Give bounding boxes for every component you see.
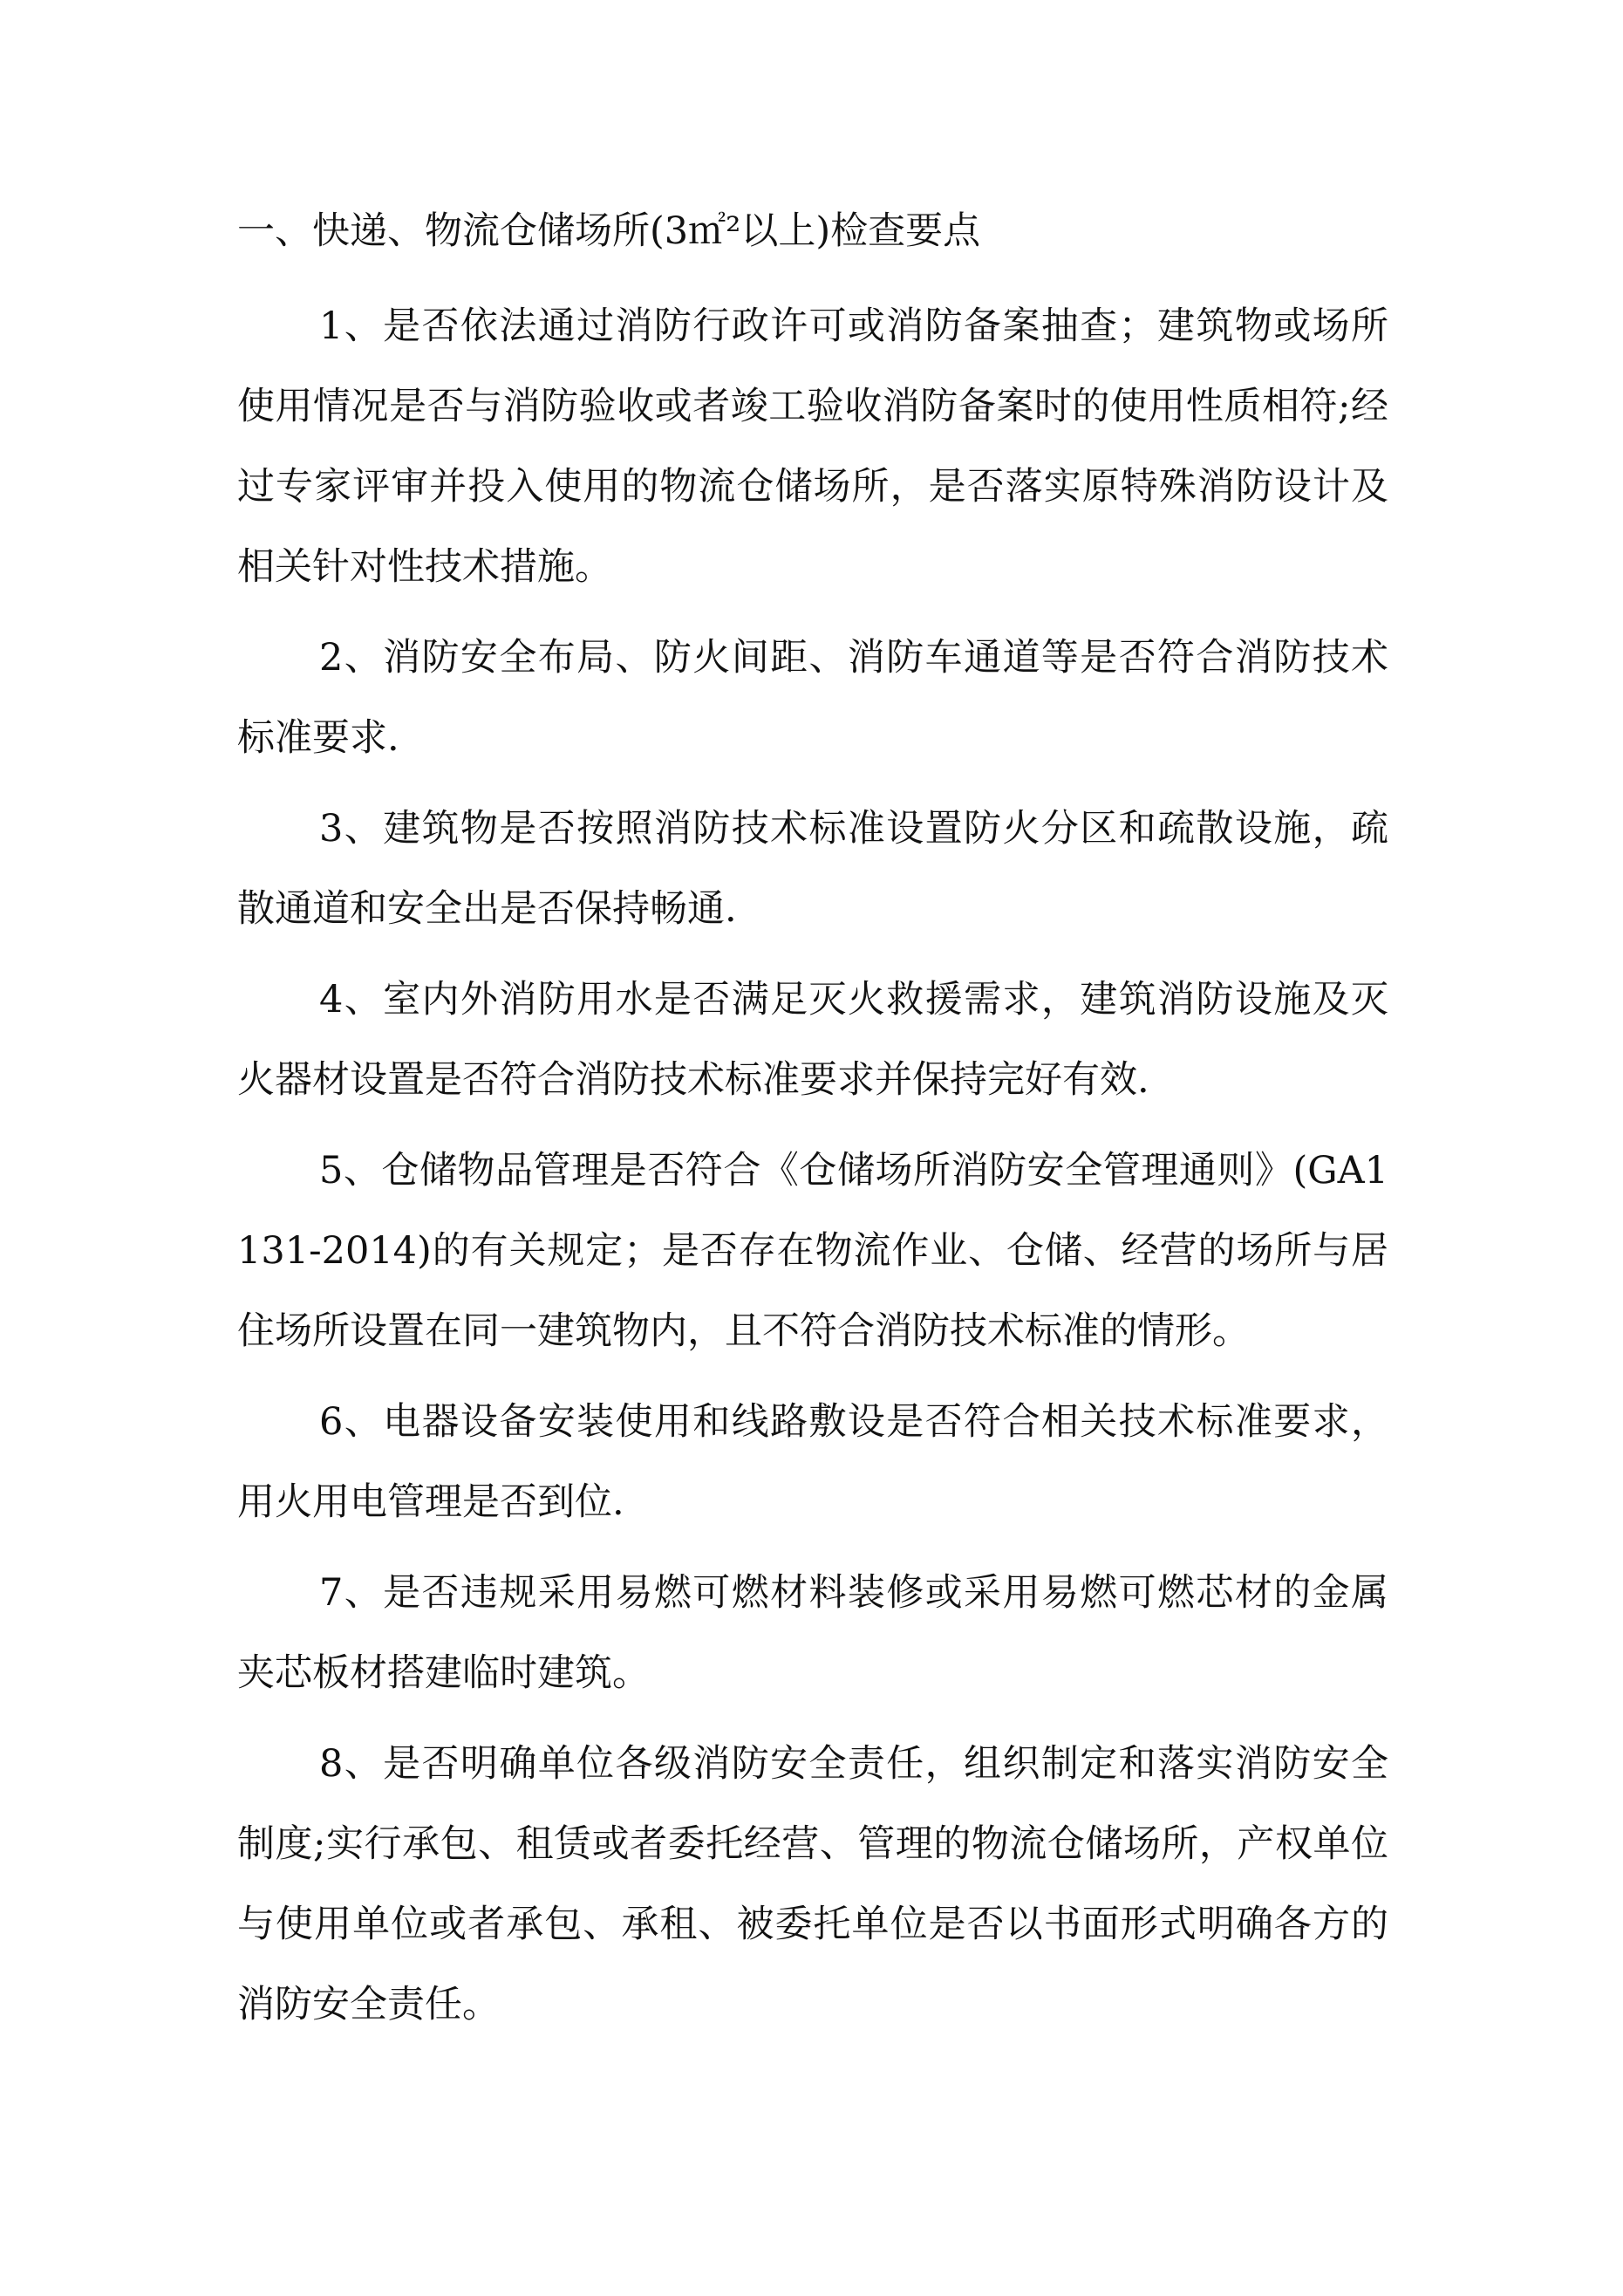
- paragraph-2: 2、消防安全布局、防火间距、消防车通道等是否符合消防技术标准要求.: [237, 636, 1388, 760]
- paragraph-1: 1、是否依法通过消防行政许可或消防备案抽查；建筑物或场所使用情况是否与消防验收或者竣工验收消防备案时的使用性质相符;经过专家评审并投入使用的物流仓储场所，是否落实原特殊消防设计及相关针对性技术措施。: [237, 304, 1388, 589]
- paragraph-3: 3、建筑物是否按照消防技术标准设置防火分区和疏散设施，疏散通道和安全出是否保持畅通.: [237, 807, 1388, 931]
- paragraph-7: 7、是否违规采用易燃可燃材料装修或采用易燃可燃芯材的金属夹芯板材搭建临时建筑。: [237, 1571, 1388, 1695]
- paragraph-5: 5、仓储物品管理是否符合《仓储场所消防安全管理通则》(GA1131-2014)的有关规定；是否存在物流作业、仓储、经营的场所与居住场所设置在同一建筑物内，且不符合消防技术标准的情形。: [237, 1149, 1388, 1353]
- paragraph-6: 6、电器设备安装使用和线路敷设是否符合相关技术标准要求，用火用电管理是否到位.: [237, 1400, 1388, 1524]
- document-body: [237, 202, 1388, 2055]
- paragraph-8: 8、是否明确单位各级消防安全责任，组织制定和落实消防安全制度;实行承包、租赁或者委托经营、管理的物流仓储场所，产权单位与使用单位或者承包、承租、被委托单位是否以书面形式明确各方的消防安全责任。: [237, 1742, 1388, 2026]
- paragraph-4: 4、室内外消防用水是否满足灭火救援需求，建筑消防设施及灭火器材设置是否符合消防技术标准要求并保持完好有效.: [237, 978, 1388, 1102]
- document-heading: 一、快递、物流仓储场所(3㎡²以上)检查要点: [237, 209, 981, 253]
